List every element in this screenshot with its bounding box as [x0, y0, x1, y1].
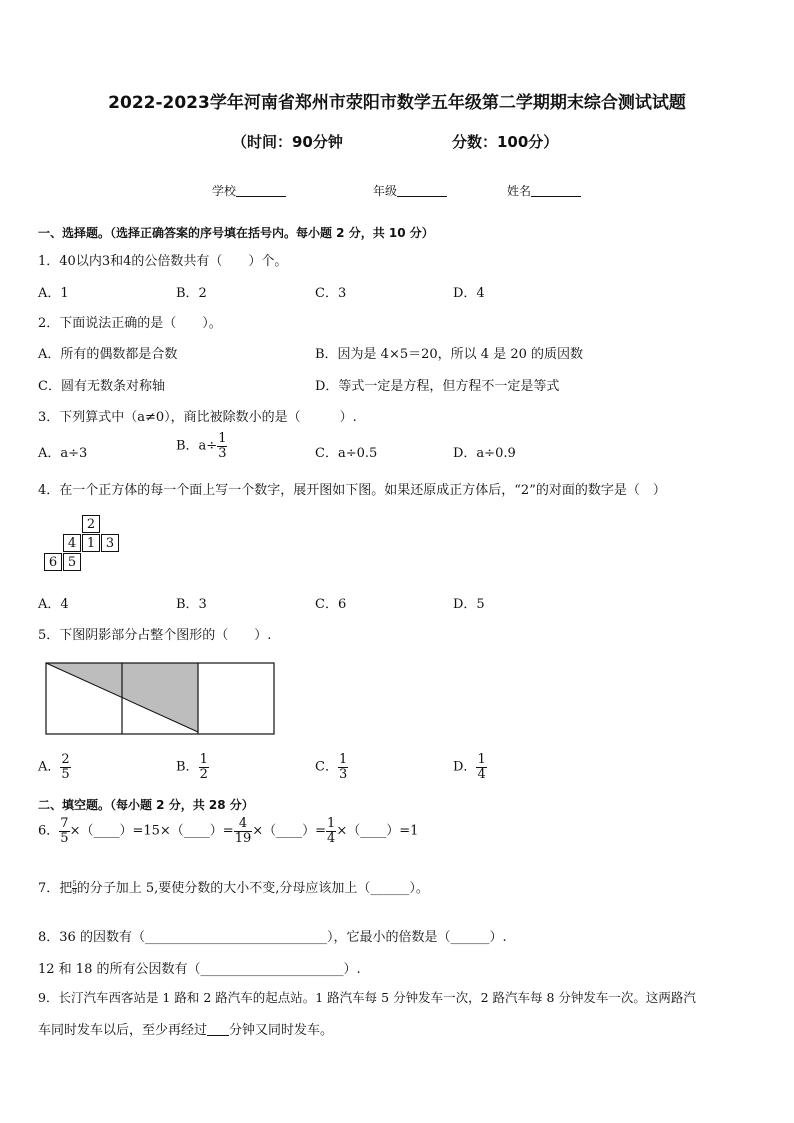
net-cell: 4	[63, 534, 81, 552]
q5-option-d[interactable]	[453, 753, 487, 781]
school-blank[interactable]	[236, 184, 286, 197]
q3-stem: 3．下列算式中（a≠0），商比被除数小的是（ ）.	[38, 410, 357, 425]
section1-heading: 一、选择题。（选择正确答案的序号填在括号内。每小题 2 分，共 10 分）	[38, 226, 434, 240]
grade-blank[interactable]	[397, 184, 447, 197]
score-label: 分数：100分）	[452, 133, 559, 151]
q5-option-b[interactable]	[176, 753, 209, 781]
tiny-fraction-numerator: 5	[72, 880, 77, 888]
grade-label: 年级	[373, 184, 398, 198]
net-cell: 5	[63, 553, 81, 571]
q1-option-b[interactable]: B．2	[176, 286, 207, 301]
q6-part2[interactable]: ×（____）=	[252, 823, 327, 839]
q5-option-d-prefix: D．	[453, 759, 477, 775]
net-cell: 3	[101, 534, 119, 552]
school-field	[212, 182, 286, 199]
fraction	[59, 817, 69, 845]
shaded-region-2	[122, 663, 198, 732]
q4-option-c[interactable]: C．6	[315, 597, 347, 612]
fraction-denominator: 19	[234, 830, 252, 846]
fraction-numerator: 1	[327, 816, 336, 831]
name-label: 姓名	[507, 184, 532, 198]
fraction-numerator: 1	[218, 431, 227, 446]
fraction-denominator: 5	[60, 830, 69, 846]
shaded-rectangle-figure	[45, 662, 277, 736]
q3-option-d[interactable]: D．a÷0.9	[453, 446, 516, 461]
q4-stem: 4．在一个正方体的每一个面上写一个数字，展开图如下图。如果还原成正方体后，“2”的对面的数字是（ ）	[38, 483, 666, 498]
fraction-numerator: 2	[61, 752, 70, 767]
q6-part1[interactable]: ×（____）=15×（____）=	[69, 823, 234, 839]
q1-option-c[interactable]: C．3	[315, 286, 347, 301]
school-label: 学校	[212, 184, 237, 198]
net-cell: 6	[44, 553, 62, 571]
q5-option-c[interactable]	[315, 753, 348, 781]
q9-line-1: 9．长汀汽车西客站是 1 路和 2 路汽车的起点站。1 路汽车每 5 分钟发车一次，2 路汽车每 8 分钟发车一次。这两路汽	[38, 990, 696, 1005]
q1-option-d[interactable]: D．4	[453, 286, 485, 301]
net-cell: 2	[82, 515, 100, 533]
q3-option-c[interactable]: C．a÷0.5	[315, 446, 378, 461]
fraction	[326, 817, 336, 845]
fraction-denominator: 2	[199, 766, 208, 782]
q2-option-d[interactable]: D．等式一定是方程，但方程不一定是等式	[315, 379, 560, 394]
q6-line	[38, 817, 418, 845]
q5-option-a-prefix: A．	[38, 759, 61, 775]
fraction-denominator: 3	[338, 766, 348, 782]
name-blank[interactable]	[531, 184, 581, 197]
fraction	[338, 753, 348, 781]
fraction-denominator: 5	[61, 766, 70, 782]
q9-line-2	[38, 1019, 333, 1038]
q9-answer-blank[interactable]	[207, 1023, 229, 1036]
fraction-numerator: 1	[477, 752, 486, 767]
q6-number: 6．	[38, 823, 60, 839]
fraction	[199, 753, 209, 781]
fraction-denominator: 4	[477, 766, 486, 782]
section2-heading: 二、填空题。（每小题 2 分，共 28 分）	[38, 798, 254, 812]
net-cell: 1	[82, 534, 100, 552]
q1-option-a[interactable]: A．1	[38, 286, 69, 301]
fraction-numerator: 4	[238, 816, 248, 831]
fraction-numerator: 1	[338, 752, 348, 767]
q5-option-a[interactable]	[38, 753, 71, 781]
q4-option-a[interactable]: A．4	[38, 597, 69, 612]
fraction	[60, 753, 70, 781]
q2-option-c[interactable]: C．圆有无数条对称轴	[38, 379, 165, 394]
fraction-numerator: 1	[199, 752, 208, 767]
name-field	[507, 182, 581, 199]
q4-option-b[interactable]: B．3	[176, 597, 207, 612]
q9-line-2-a: 车同时发车以后，至少再经过	[38, 1023, 208, 1038]
fraction	[234, 817, 253, 845]
q3-option-a[interactable]: A．a÷3	[38, 446, 88, 461]
q9-line-2-b: 分钟又同时发车。	[229, 1023, 334, 1038]
q1-stem: 1．40以内3和4的公倍数共有（ ）个。	[38, 254, 288, 269]
q8-line-b[interactable]: 12 和 18 的所有公因数有（______________________）.	[38, 962, 361, 977]
q4-option-d[interactable]: D．5	[453, 597, 485, 612]
q2-option-b[interactable]: B．因为是 4×5＝20，所以 4 是 20 的质因数	[315, 347, 584, 362]
q5-stem: 5．下图阴影部分占整个图形的（ ）.	[38, 628, 272, 643]
q3-option-b-prefix: B．a÷	[176, 438, 218, 454]
tiny-fraction-denominator: 9	[72, 888, 77, 896]
q5-option-c-prefix: C．	[315, 759, 338, 775]
q7-text[interactable]: 的分子加上 5,要使分数的大小不变,分母应该加上（______）。	[76, 881, 429, 896]
fraction-denominator: 4	[327, 830, 336, 846]
fraction-denominator: 3	[218, 445, 227, 461]
q5-option-b-prefix: B．	[176, 759, 199, 775]
q6-part3[interactable]: ×（____）=1	[336, 823, 419, 839]
q2-option-a[interactable]: A．所有的偶数都是合数	[38, 347, 178, 362]
grade-field	[373, 182, 447, 199]
q3-option-b[interactable]	[176, 432, 227, 460]
tiny-fraction	[72, 881, 76, 896]
q8-line-a[interactable]: 8．36 的因数有（____________________________），它最小的倍数是（______）.	[38, 930, 507, 945]
fraction	[476, 753, 486, 781]
q7-prefix: 7．把	[38, 881, 73, 896]
fraction	[217, 432, 227, 460]
q7-line	[38, 877, 429, 896]
q2-stem: 2．下面说法正确的是（ ）。	[38, 316, 222, 331]
fraction-numerator: 7	[60, 816, 69, 831]
page-title: 2022-2023学年河南省郑州市荥阳市数学五年级第二学期期末综合测试试题	[108, 93, 686, 113]
time-label: （时间：90分钟	[232, 133, 343, 151]
